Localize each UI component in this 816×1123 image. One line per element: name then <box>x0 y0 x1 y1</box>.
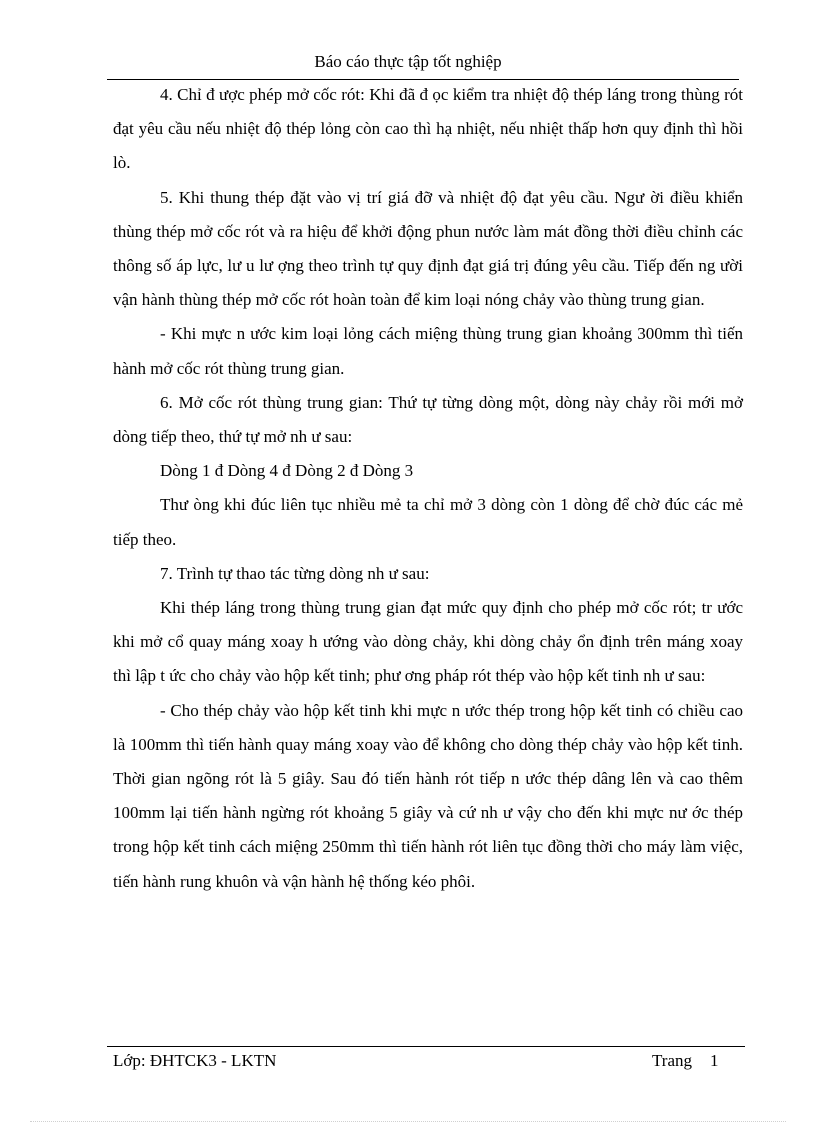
paragraph-note-300mm: - Khi mực n ước kim loại lỏng cách miệng thùng trung gian khoảng 300mm thì tiến hành mở cốc rót thùng trung gian. <box>113 324 743 378</box>
footer-page-number: 1 <box>710 1051 719 1070</box>
paragraph-pouring-procedure: Khi thép láng trong thùng trung gian đạt mức quy định cho phép mở cốc rót; tr ước khi mở cổ quay máng xoay h ướng vào dòng chảy, khi dòng chảy ổn định trên máng xoay thì lập t ức cho chảy vào hộp kết tinh; phư ơng pháp rót thép vào hộp kết tinh nh ư sau: <box>113 598 743 686</box>
footer-class-label: Lớp: ĐHTCK3 - LKTN <box>113 1051 277 1070</box>
page-header-title: Báo cáo thực tập tốt nghiệp <box>314 52 502 71</box>
paragraph-mold-filling: - Cho thép chảy vào hộp kết tinh khi mực n ước thép trong hộp kết tinh có chiều cao là 100mm thì tiến hành quay máng xoay vào để không cho dòng thép chảy vào hộp kết tinh. Thời gian ngõng rót là 5 giây. Sau đó tiến hành rót tiếp n ước thép dâng lên và cao thêm 100mm lại tiến hành ngừng rót khoảng 5 giây và cứ nh ư vậy cho đến khi mực nư ớc thép trong hộp kết tinh cách miệng 250mm thì tiến hành rót liên tục đồng thời cho máy làm việc, tiến hành rung khuôn và vận hành hệ thống kéo phôi. <box>113 700 743 891</box>
footer-page-indicator <box>652 1051 719 1071</box>
paragraph-step-5: 5. Khi thung thép đặt vào vị trí giá đỡ và nhiệt độ đạt yêu cầu. Ngư ời điều khiển thùng thép mở cốc rót và ra hiệu để khởi động phun nước làm mát đồng thời điều chỉnh các thông số áp lực, lư u lư ợng theo trình tự quy định đạt giá trị đúng yêu cầu. Tiếp đến ng ười vận hành thùng thép mở cốc rót hoàn toàn để kim loại nóng chảy vào thùng trung gian. <box>113 187 743 310</box>
paragraph-step-7: 7. Trình tự thao tác từng dòng nh ư sau: <box>160 563 430 583</box>
paragraph-step-6: 6. Mở cốc rót thùng trung gian: Thứ tự từng dòng một, dòng này chảy rồi mới mở dòng tiếp theo, thứ tự mở nh ư sau: <box>113 392 743 447</box>
footer-divider <box>107 1046 745 1047</box>
paragraph-usual-practice: Thư òng khi đúc liên tục nhiều mẻ ta chỉ mở 3 dòng còn 1 dòng để chờ đúc các mẻ tiếp theo. <box>113 495 743 549</box>
footer-page-label: Trang <box>652 1051 692 1070</box>
document-body <box>113 78 743 899</box>
paragraph-line-order: Dòng 1 đ Dòng 4 đ Dòng 2 đ Dòng 3 <box>160 461 414 481</box>
page-bottom-edge <box>30 1121 786 1122</box>
paragraph-step-4: 4. Chỉ đ ược phép mở cốc rót: Khi đã đ ọc kiểm tra nhiệt độ thép láng trong thùng rót đạt yêu cầu nếu nhiệt độ thép lỏng còn cao thì hạ nhiệt, nếu nhiệt thấp hơn quy định thì hồi lò. <box>113 85 743 173</box>
